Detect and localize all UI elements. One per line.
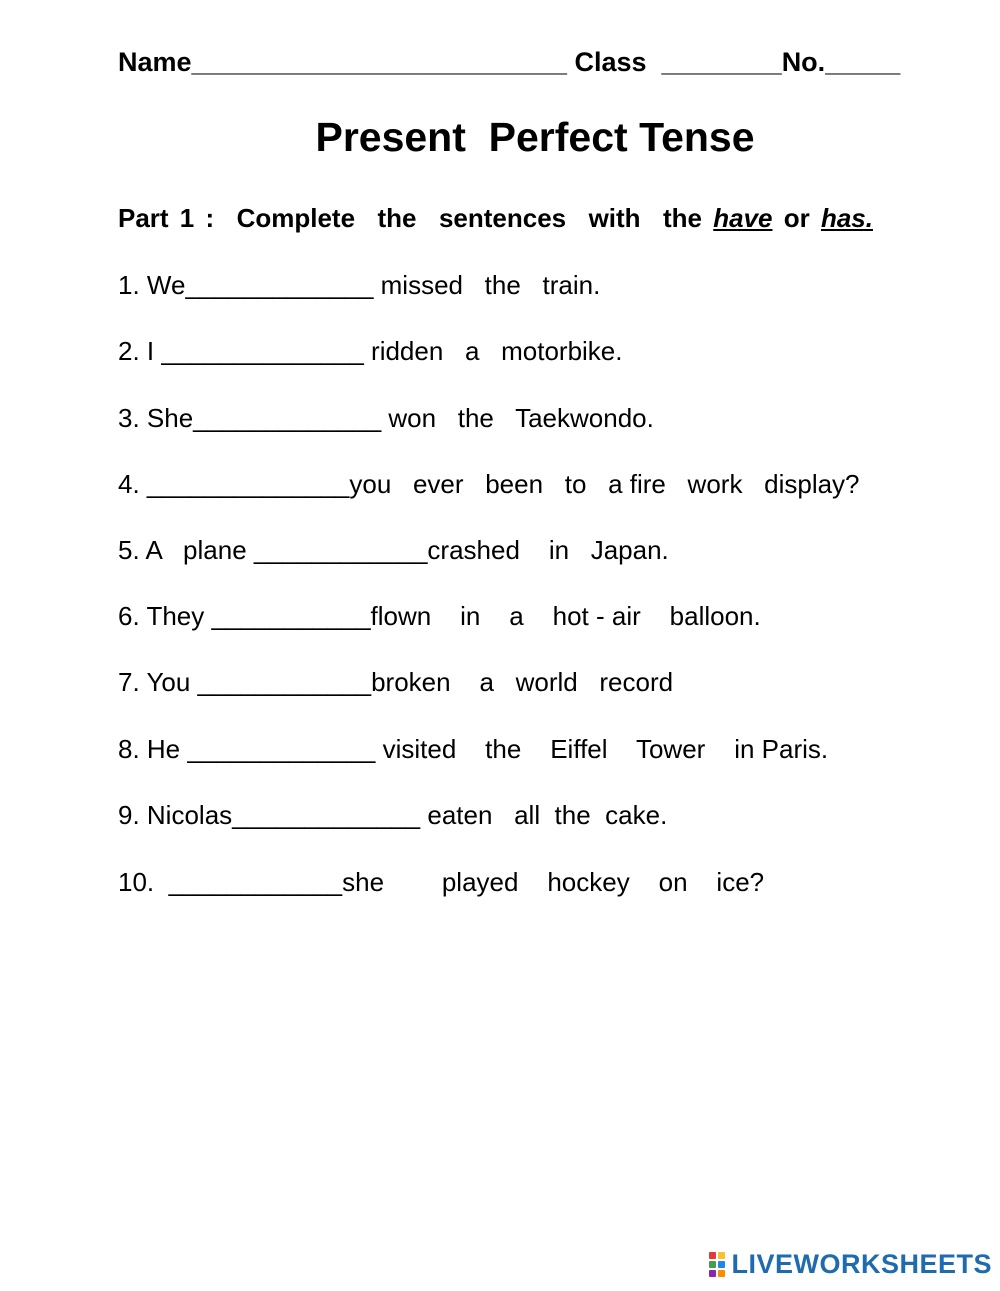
exercise-rest: ridden a motorbike. (363, 336, 623, 366)
answer-blank[interactable]: ______________ (161, 336, 364, 366)
logo-block (718, 1261, 725, 1268)
exercise-rest: missed the train. (373, 270, 601, 300)
exercise-prefix: 4. (118, 469, 147, 499)
logo-text: LIVEWORKSHEETS (731, 1248, 992, 1279)
answer-blank[interactable]: _____________ (193, 403, 382, 433)
exercise-9 (118, 797, 667, 833)
exercise-prefix: 5. A plane (118, 535, 254, 565)
keyword-has: has. (820, 203, 873, 233)
exercise-5 (118, 532, 669, 568)
exercise-prefix: 1. We (118, 270, 186, 300)
logo-block (709, 1270, 716, 1277)
exercise-4 (118, 466, 860, 502)
instructions-or: or (772, 203, 821, 233)
answer-blank[interactable]: ____________ (253, 535, 428, 565)
logo-blocks-icon (709, 1252, 725, 1277)
exercise-prefix: 3. She (118, 403, 194, 433)
exercise-3 (118, 400, 654, 436)
answer-blank[interactable]: ____________ (197, 667, 372, 697)
number-label: No. (781, 47, 826, 77)
exercise-rest: flown in a hot - air balloon. (370, 601, 761, 631)
logo-block (718, 1252, 725, 1259)
answer-blank[interactable]: ______________ (146, 469, 350, 499)
exercise-prefix: 10. (118, 867, 169, 897)
exercise-8 (118, 731, 828, 767)
answer-blank[interactable]: _____________ (187, 734, 376, 764)
answer-blank[interactable]: ___________ (211, 601, 371, 631)
exercise-prefix: 9. Nicolas (118, 800, 233, 830)
instructions-text: Part 1 : Complete the sentences with the (118, 203, 714, 233)
class-label: Class (574, 47, 647, 77)
exercise-rest: broken a world record (371, 667, 674, 697)
exercise-rest: won the Taekwondo. (381, 403, 654, 433)
answer-blank[interactable]: _____________ (185, 270, 374, 300)
answer-blank[interactable]: ____________ (168, 867, 343, 897)
exercise-7 (118, 664, 673, 700)
name-label: Name (118, 47, 192, 77)
exercise-prefix: 6. They (118, 601, 212, 631)
exercise-rest: you ever been to a fire work display? (349, 469, 860, 499)
part-1-instructions (118, 200, 873, 236)
student-info-header (118, 44, 948, 80)
exercise-rest: she played hockey on ice? (342, 867, 765, 897)
exercise-6 (118, 598, 761, 634)
exercise-rest: visited the Eiffel Tower in Paris. (375, 734, 829, 764)
page-title: Present Perfect Tense (315, 114, 755, 160)
exercise-prefix: 2. I (118, 336, 162, 366)
name-blank[interactable]: _________________________ (191, 47, 567, 77)
exercise-prefix: 8. He (118, 734, 188, 764)
exercise-rest: crashed in Japan. (427, 535, 669, 565)
keyword-have: have (713, 203, 773, 233)
answer-blank[interactable]: _____________ (232, 800, 421, 830)
class-blank[interactable]: ________ (661, 47, 782, 77)
logo-block (709, 1261, 716, 1268)
exercise-1 (118, 267, 600, 303)
exercise-prefix: 7. You (118, 667, 198, 697)
number-blank[interactable]: _____ (825, 47, 901, 77)
liveworksheets-logo (709, 1249, 992, 1279)
logo-block (709, 1252, 716, 1259)
logo-block (718, 1270, 725, 1277)
exercise-rest: eaten all the cake. (420, 800, 668, 830)
exercise-2 (118, 333, 623, 369)
exercise-10 (118, 864, 764, 900)
